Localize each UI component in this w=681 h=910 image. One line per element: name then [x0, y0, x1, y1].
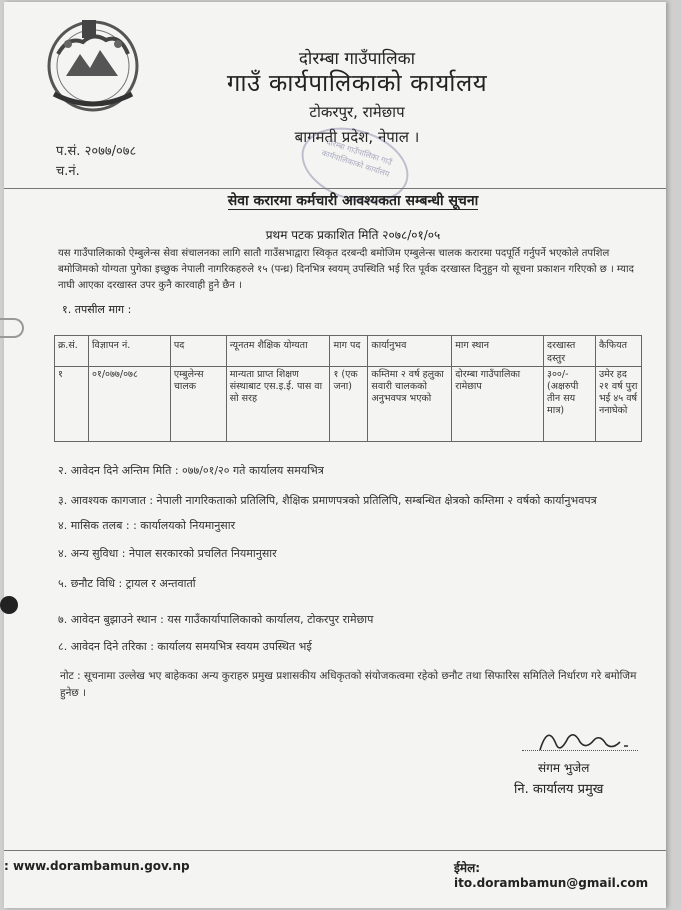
list-item: २. आवेदन दिने अन्तिम मिति : ०७७/०१/२० गते कार्यालय समयभित्र [58, 464, 324, 477]
table-cell: कम्तिमा २ वर्ष हलुका सवारी चालकको अनुभवपत्र भएको [368, 367, 452, 442]
signer-title: नि. कार्यालय प्रमुख [514, 782, 604, 797]
list-item: ४. अन्य सुविधा : नेपाल सरकारको प्रचलित नियमानुसार [58, 547, 277, 560]
table-header-cell: माग पद [330, 336, 368, 367]
list-item: ८. आवेदन दिने तरिका : कार्यालय समयभित्र स्वयम उपस्थित भई [58, 640, 312, 653]
list-item: ७. आवेदन बुझाउने स्थान : यस गाउँकार्यापालिकाको कार्यालय, टोकरपुर रामेछाप [58, 613, 374, 626]
table-row [55, 367, 642, 442]
table-cell: ०१/०७७/०७८ [88, 367, 170, 442]
office-stamp: दोरम्बा गाउँपालिका गाउँ कार्यपालिकाको कार्यालय [292, 115, 418, 216]
table-header-cell: पद [170, 336, 226, 367]
municipality-name: दोरम्बा गाउँपालिका [298, 49, 416, 69]
punch-hole [0, 596, 18, 614]
reference-ps: प.सं. २०७७/०७८ [56, 144, 137, 159]
table-cell: १ (एक जना) [330, 367, 368, 442]
table-cell: ३००/- (अक्षरुपी तीन सय मात्र) [544, 367, 596, 442]
binder-clip [0, 318, 24, 338]
footer-email[interactable]: ईमेल: ito.dorambamun@gmail.com [454, 861, 649, 890]
notice-document [4, 2, 666, 908]
list-item: ३. आवश्यक कागजात : नेपाली नागरिकताको प्रतिलिपि, शैक्षिक प्रमाणपत्रको प्रतिलिपि, सम्बन्धित क्षेत्रको कम्तिमा २ वर्षको कार्यानुभवपत्र [58, 494, 597, 507]
table-header-cell: कार्यानुभव [368, 336, 452, 367]
list-item: ४. मासिक तलब : : कार्यालयको नियमानुसार [58, 519, 236, 532]
table-cell: मान्यता प्राप्त शिक्षण संस्थाबाट एस.इ.ई. पास वा सो सरह [226, 367, 330, 442]
list-item: ५. छनौट विधि : ट्रायल र अन्तवार्ता [58, 577, 196, 590]
note-paragraph: नोट : सूचनामा उल्लेख भए बाहेकका अन्य कुराहरु प्रमुख प्रशासकीय अधिकृतको संयोजकत्वमा रहेको छनौट तथा सिफारिस समितिले निर्धारण गरे बमोजिम हुनेछ । [60, 670, 637, 699]
header-divider [4, 188, 666, 189]
footer-website[interactable]: : www.dorambamun.gov.np [4, 859, 190, 873]
signature-line [522, 750, 638, 751]
table-cell: १ [55, 367, 89, 442]
address-line1: टोकरपुर, रामेछाप [309, 103, 405, 121]
notice-title-text: सेवा करारमा कर्मचारी आवश्यकता सम्बन्धी सूचना [227, 193, 479, 209]
reference-cn: च.नं. [56, 164, 80, 179]
table-cell: उमेर हद २१ वर्ष पुरा भई ४५ वर्ष ननाघेको [595, 367, 641, 442]
table-cell: दोरम्बा गाउँपालिका रामेछाप [452, 367, 544, 442]
publish-date: प्रथम पटक प्रकाशित मिति २०७८/०१/०५ [265, 228, 441, 242]
office-name: गाउँ कार्यपालिकाको कार्यालय [226, 69, 488, 97]
table-cell: एम्बुलेन्स चालक [170, 367, 226, 442]
table-header-cell: माग स्थान [452, 336, 544, 367]
reference-numbers [56, 142, 136, 182]
notice-title [4, 191, 681, 210]
table-header-cell: कैफियत [595, 336, 641, 367]
intro-paragraph: यस गाउँपालिकाको ऐम्बुलेन्स सेवा संचालनका लागि सातौ गाउँसभाद्वारा स्विकृत दरबन्दी बमोजिम एम्बुलेन्स चालक करारमा पदपूर्ति गर्नुपर्ने भएकोले तपशिल बमोजिमको योग्यता पुगेका इच्छुक नेपाली नागरिकहरुले १५ (पन्ध्र) दिनभित्र स्वयम् उपस्थिति भई रित पूर्वक दरखास्त दिनुहुन यो सूचना प्रकाशन गरिएको छ । म्याद नाघी आएका दरखास्त उपर कुनै कारवाही हुने छैन । [58, 248, 634, 291]
signer-name: संगम भुजेल [538, 761, 590, 775]
signature-icon [534, 720, 644, 760]
address-line2: बागमती प्रदेश, नेपाल । [294, 128, 420, 146]
table-header-row [55, 336, 642, 367]
footer-divider [4, 850, 666, 851]
vacancy-table [54, 335, 642, 442]
section-heading: १. तपसील माग : [62, 303, 132, 316]
table-header-cell: दरखास्त दस्तुर [544, 336, 596, 367]
table-header-cell: विज्ञापन नं. [88, 336, 170, 367]
table-header-cell: न्यूनतम शैक्षिक योग्यता [226, 336, 330, 367]
table-header-cell: क्र.सं. [55, 336, 89, 367]
